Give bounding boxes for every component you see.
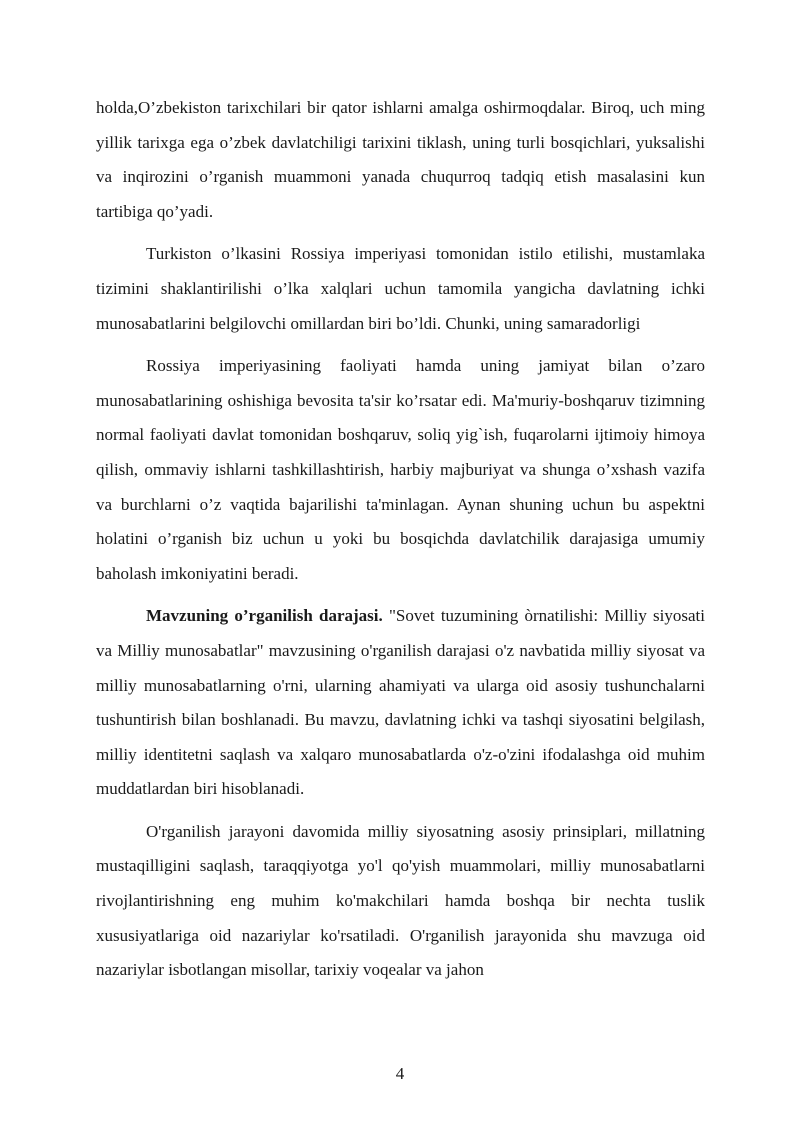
paragraph-5: [96, 815, 705, 988]
paragraph-2: [96, 237, 705, 341]
paragraph-4: [96, 599, 705, 807]
paragraph-4-text: "Sovet tuzumining òrnatilishi: Milliy siyosati va Milliy munosabatlar" mavzusining o'rganilish darajasi o'z navbatida milliy siyosat va milliy munosabatlarning o'rni, ularning ahamiyati va ularga oid asosiy tushunchalarni tushuntirish bilan boshlanadi. Bu mavzu, davlatning ichki va tashqi siyosatini belgilash, milliy identitetni saqlash va xalqaro munosabatlarda o'z-o'zini ifodalashga oid muhim muddatlardan biri hisoblanadi.: [96, 606, 705, 799]
document-body: [96, 91, 705, 996]
paragraph-5-text: O'rganilish jarayoni davomida milliy siyosatning asosiy prinsiplari, millatning mustaqilligini saqlash, taraqqiyotga yo'l qo'yish muammolari, milliy munosabatlarni rivojlantirishning eng muhim ko'makchilari hamda boshqa bir nechta tuslik xususiyatlariga oid nazariylar ko'rsatiladi. O'rganilish jarayonida shu mavzuga oid nazariylar isbotlangan misollar, tarixiy voqealar va jahon: [96, 821, 705, 980]
paragraph-1: [96, 91, 705, 229]
paragraph-2-text: Turkiston o’lkasini Rossiya imperiyasi tomonidan istilo etilishi, mustamlaka tizimini shaklantirilishi o’lka xalqlari uchun tamomila yangicha davlatning ichki munosabatlarini belgilovchi omillardan biri bo’ldi. Chunki, uning samaradorligi: [96, 244, 705, 333]
section-heading-inline: Mavzuning o’rganilish darajasi.: [146, 606, 383, 626]
paragraph-3-text: Rossiya imperiyasining faoliyati hamda uning jamiyat bilan o’zaro munosabatlarining oshishiga bevosita ta'sir ko’rsatar edi. Ma'muriy-boshqaruv tizimning normal faoliyati davlat tomonidan boshqaruv, soliq yig`ish, fuqarolarni ijtimoiy himoya qilish, ommaviy ishlarni tashkillashtirish, harbiy majburiyat va shunga o’xshash vazifa va burchlarni o’z vaqtida bajarilishi ta'minlagan. Aynan shuning uchun bu aspektni holatini o’rganish biz uchun u yoki bu bosqichda davlatchilik darajasiga umumiy baholash imkoniyatini beradi.: [96, 356, 705, 583]
page-number: 4: [395, 1064, 405, 1083]
paragraph-1-text: holda,O’zbekiston tarixchilari bir qator ishlarni amalga oshirmoqdalar. Biroq, uch ming yillik tarixga ega o’zbek davlatchiligi tarixini tiklash, uning turli bosqichlari, yuksalishi va inqirozini o’rganish muammoni yanada chuqurroq tadqiq etish masalasini kun tartibiga qo’yadi.: [96, 98, 705, 221]
paragraph-3: [96, 349, 705, 591]
